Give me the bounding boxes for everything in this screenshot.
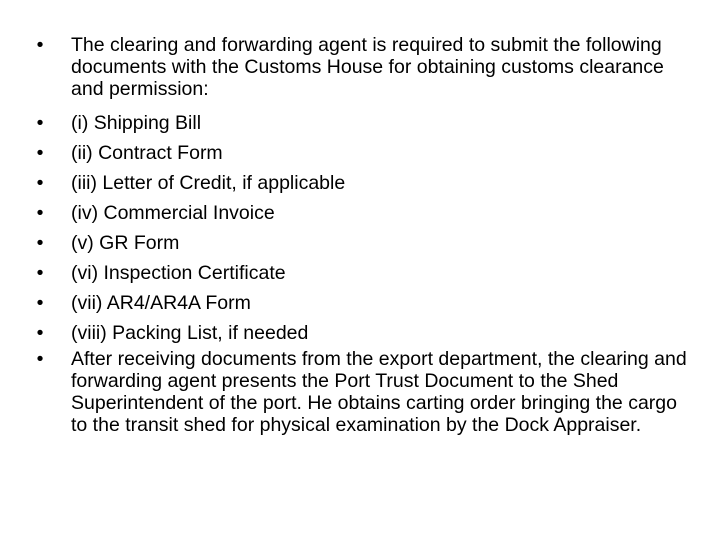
- bullet-item-shipping-bill: [30, 108, 690, 138]
- bullet-item-commercial-invoice: [30, 198, 690, 228]
- bullet-item-ar4-form: [30, 288, 690, 318]
- bullet-list: [30, 30, 690, 436]
- bullet-text: (iii) Letter of Credit, if applicable: [71, 172, 346, 194]
- bullet-icon: •: [36, 34, 44, 56]
- bullet-icon: •: [36, 348, 44, 370]
- bullet-icon: •: [36, 142, 44, 164]
- bullet-item-gr-form: [30, 228, 690, 258]
- bullet-item-port-trust-procedure: [30, 348, 690, 436]
- bullet-text: (viii) Packing List, if needed: [71, 322, 309, 344]
- bullet-text: (vi) Inspection Certificate: [71, 262, 286, 284]
- bullet-item-inspection-certificate: [30, 258, 690, 288]
- bullet-item-requirements-intro: [30, 30, 690, 100]
- bullet-item-contract-form: [30, 138, 690, 168]
- bullet-icon: •: [36, 292, 44, 314]
- bullet-icon: •: [36, 172, 44, 194]
- bullet-text: (iv) Commercial Invoice: [71, 202, 275, 224]
- bullet-text: (vii) AR4/AR4A Form: [71, 292, 251, 314]
- bullet-text: (ii) Contract Form: [71, 142, 223, 164]
- bullet-icon: •: [36, 202, 44, 224]
- bullet-item-packing-list: [30, 318, 690, 348]
- bullet-text: (v) GR Form: [71, 232, 180, 254]
- bullet-text: The clearing and forwarding agent is required to submit the following documents with the Customs House for obtaining customs clearance and permission:: [71, 34, 664, 100]
- bullet-text: (i) Shipping Bill: [71, 112, 202, 134]
- bullet-icon: •: [36, 232, 44, 254]
- bullet-text: After receiving documents from the export department, the clearing and forwarding agent presents the Port Trust Document to the Shed Superintendent of the port. He obtains carting order bringing the cargo to the transit shed for physical examination by the Dock Appraiser.: [71, 348, 687, 436]
- bullet-item-letter-of-credit: [30, 168, 690, 198]
- bullet-icon: •: [36, 262, 44, 284]
- bullet-icon: •: [36, 322, 44, 344]
- bullet-icon: •: [36, 112, 44, 134]
